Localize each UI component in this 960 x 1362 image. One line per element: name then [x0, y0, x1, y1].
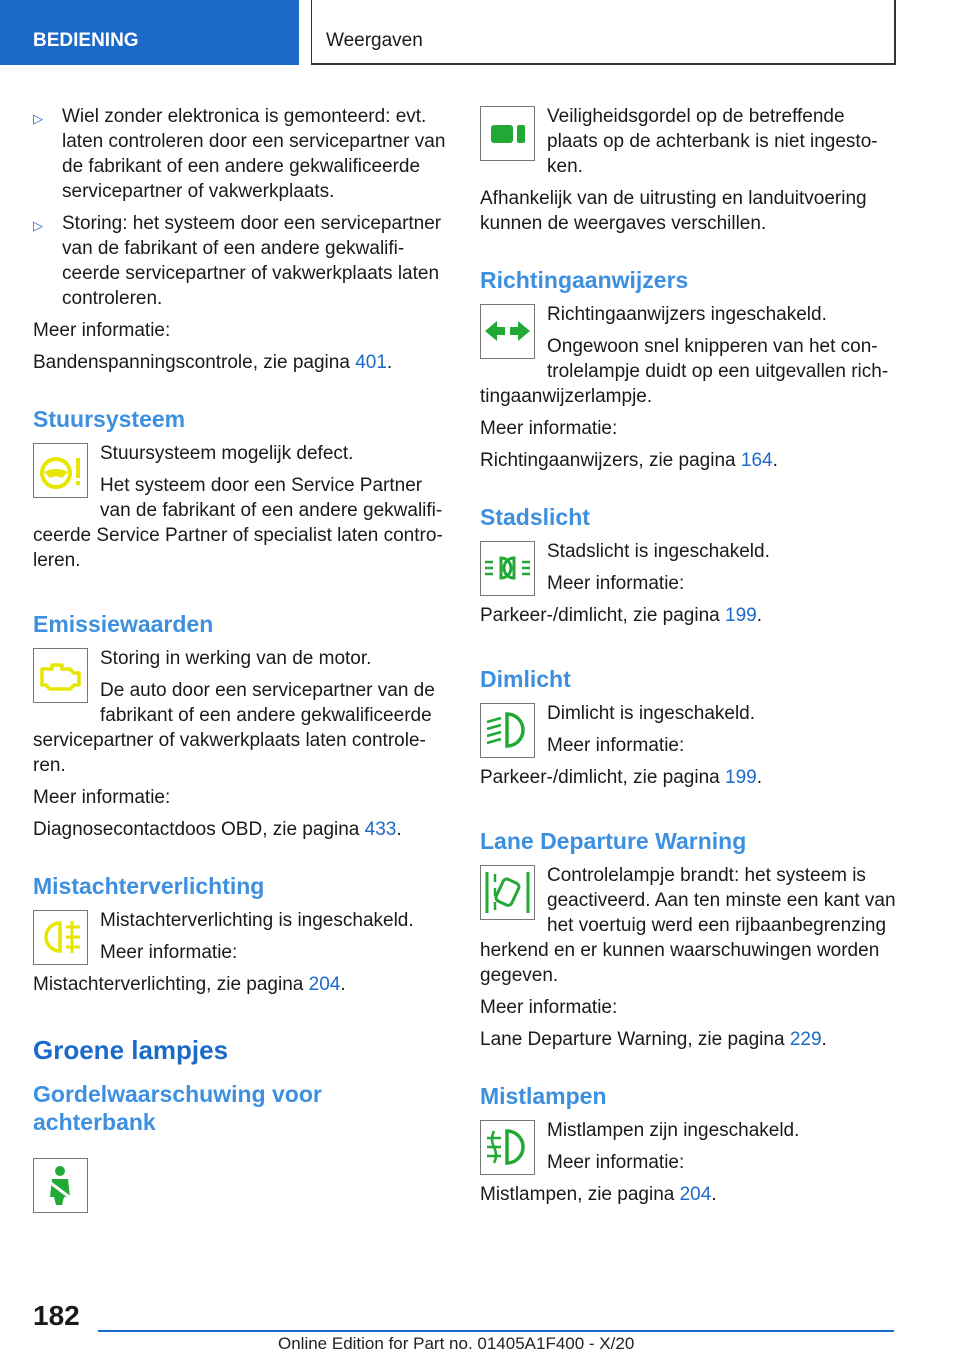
steering-warning-icon	[33, 443, 88, 498]
section-label: BEDIENING	[33, 30, 139, 51]
section-title-emission: Emissiewaarden	[33, 611, 214, 637]
body-text: De auto door een servicepartner van de fabrikant of een andere gekwalificeerde servicepartner of vakwerkplaats laten controleren.	[33, 680, 435, 776]
body-text: Controlelampje brandt: het systeem is geactiveerd. Aan ten minste een kant van het voertuig werd een rijbaanbegrenzing herkend en er kunnen waarschuwingen worden gegeven.	[480, 865, 896, 986]
footer-edition: Online Edition for Part no. 01405A1F400 - X/20	[278, 1334, 635, 1353]
page-link[interactable]: 401	[355, 352, 387, 373]
more-info-label: Meer informatie:	[547, 735, 685, 756]
page-link[interactable]: 199	[725, 767, 757, 788]
body-text: Stuursysteem mogelijk defect.	[100, 443, 354, 464]
body-text: Dimlicht is ingeschakeld.	[547, 703, 756, 724]
more-info-label: Meer informatie:	[480, 997, 618, 1018]
more-info-label: Meer informatie:	[100, 942, 238, 963]
lane-section	[480, 863, 896, 995]
section-title-steering: Stuursysteem	[33, 406, 186, 432]
front-fog-light-icon	[480, 1120, 535, 1175]
page-reference: Mistachterverlichting, zie pagina 204.	[33, 974, 346, 995]
low-beam-icon	[480, 703, 535, 758]
left-column	[33, 104, 449, 1217]
page-link[interactable]: 199	[725, 605, 757, 626]
page-reference: Parkeer-/dimlicht, zie pagina 199.	[480, 767, 762, 788]
chapter-heading-green: Groene lampjes	[33, 1035, 229, 1065]
engine-check-icon	[33, 648, 88, 703]
body-text: Stadslicht is ingeschakeld.	[547, 541, 770, 562]
turn-section	[480, 302, 896, 416]
section-title-low-beam: Dimlicht	[480, 666, 571, 692]
low-beam-section	[480, 701, 896, 797]
rear-fog-light-icon	[33, 910, 88, 965]
steering-section	[33, 441, 449, 580]
page-link[interactable]: 229	[789, 1029, 822, 1050]
footer-divider	[98, 1330, 894, 1332]
fog-section	[480, 1118, 896, 1214]
page-link[interactable]: 204	[679, 1184, 712, 1205]
page-reference: Diagnosecontactdoos OBD, zie pagina 433.	[33, 819, 402, 840]
body-text: Mistachterverlichting is ingeschakeld.	[100, 910, 414, 931]
page-reference: Parkeer-/dimlicht, zie pagina 199.	[480, 605, 762, 626]
parking-light-icon	[480, 541, 535, 596]
body-text: Richtingaanwijzers ingeschakeld.	[547, 304, 827, 325]
page-link[interactable]: 433	[364, 819, 397, 840]
list-item	[33, 211, 449, 311]
seatbelt-icon	[33, 1158, 88, 1213]
page-link[interactable]: 204	[308, 974, 341, 995]
bullet-text: Storing: het systeem door een servicepartner van de fabrikant of een andere gekwalificeerde servicepartner of vakwerkplaats laten controleren.	[62, 213, 442, 309]
more-info-label: Meer informatie:	[547, 573, 685, 594]
bullet-text: Wiel zonder elektronica is gemonteerd: evt. laten controleren door een servicepartner van de fabrikant of een andere gekwalificeerde servicepartner of vakwerkplaats.	[62, 106, 446, 202]
body-text: Mistlampen zijn ingeschakeld.	[547, 1120, 800, 1141]
page-reference: Richtingaanwijzers, zie pagina 164.	[480, 450, 778, 471]
list-item	[33, 104, 449, 204]
body-text: Het systeem door een Service Partner van de fabrikant of een andere gekwalificeerde Service Partner of specialist laten controleren.	[33, 475, 443, 571]
section-tab	[0, 0, 299, 65]
more-info-label: Meer informatie:	[33, 320, 171, 341]
body-text: Ongewoon snel knipperen van het controlelampje duidt op een uitgevallen richtingaanwijzerlampje.	[480, 336, 889, 407]
section-title-turn: Richtingaanwijzers	[480, 267, 689, 293]
section-title-rear-fog: Mistachterverlichting	[33, 873, 265, 899]
lane-departure-icon	[480, 865, 535, 920]
belt-section	[480, 104, 896, 186]
more-info-label: Meer informatie:	[480, 418, 618, 439]
more-info-label: Meer informatie:	[547, 1152, 685, 1173]
chapter-label: Weergaven	[326, 30, 423, 51]
body-text: Veiligheidsgordel op de betreffende plaats op de achterbank is niet ingestoken.	[547, 106, 878, 177]
section-title-belt: Gordelwaarschuwing voor achterbank	[33, 1081, 322, 1135]
more-info-label: Meer informatie:	[33, 787, 171, 808]
bullet-triangle-icon: ▷	[33, 218, 43, 233]
belt-icon-container	[33, 1144, 449, 1217]
rear-fog-section	[33, 908, 449, 1004]
right-column	[480, 104, 896, 1214]
parking-section	[480, 539, 896, 635]
emission-section	[33, 646, 449, 785]
bullet-triangle-icon: ▷	[33, 111, 43, 126]
page-number: 182	[33, 1300, 80, 1331]
body-text: Afhankelijk van de uitrusting en landuitvoering kunnen de weergaves verschillen.	[480, 188, 867, 234]
turn-signal-icon	[480, 304, 535, 359]
rear-seatbelt-icon	[480, 106, 535, 161]
section-title-parking: Stadslicht	[480, 504, 590, 530]
section-title-fog: Mistlampen	[480, 1083, 607, 1109]
page-reference: Lane Departure Warning, zie pagina 229.	[480, 1029, 827, 1050]
body-text: Storing in werking van de motor.	[100, 648, 372, 669]
page-reference: Bandenspanningscontrole, zie pagina 401.	[33, 352, 393, 373]
page-reference: Mistlampen, zie pagina 204.	[480, 1184, 717, 1205]
section-title-lane: Lane Departure Warning	[480, 828, 747, 854]
page-link[interactable]: 164	[740, 450, 773, 471]
chapter-tab	[311, 0, 896, 65]
